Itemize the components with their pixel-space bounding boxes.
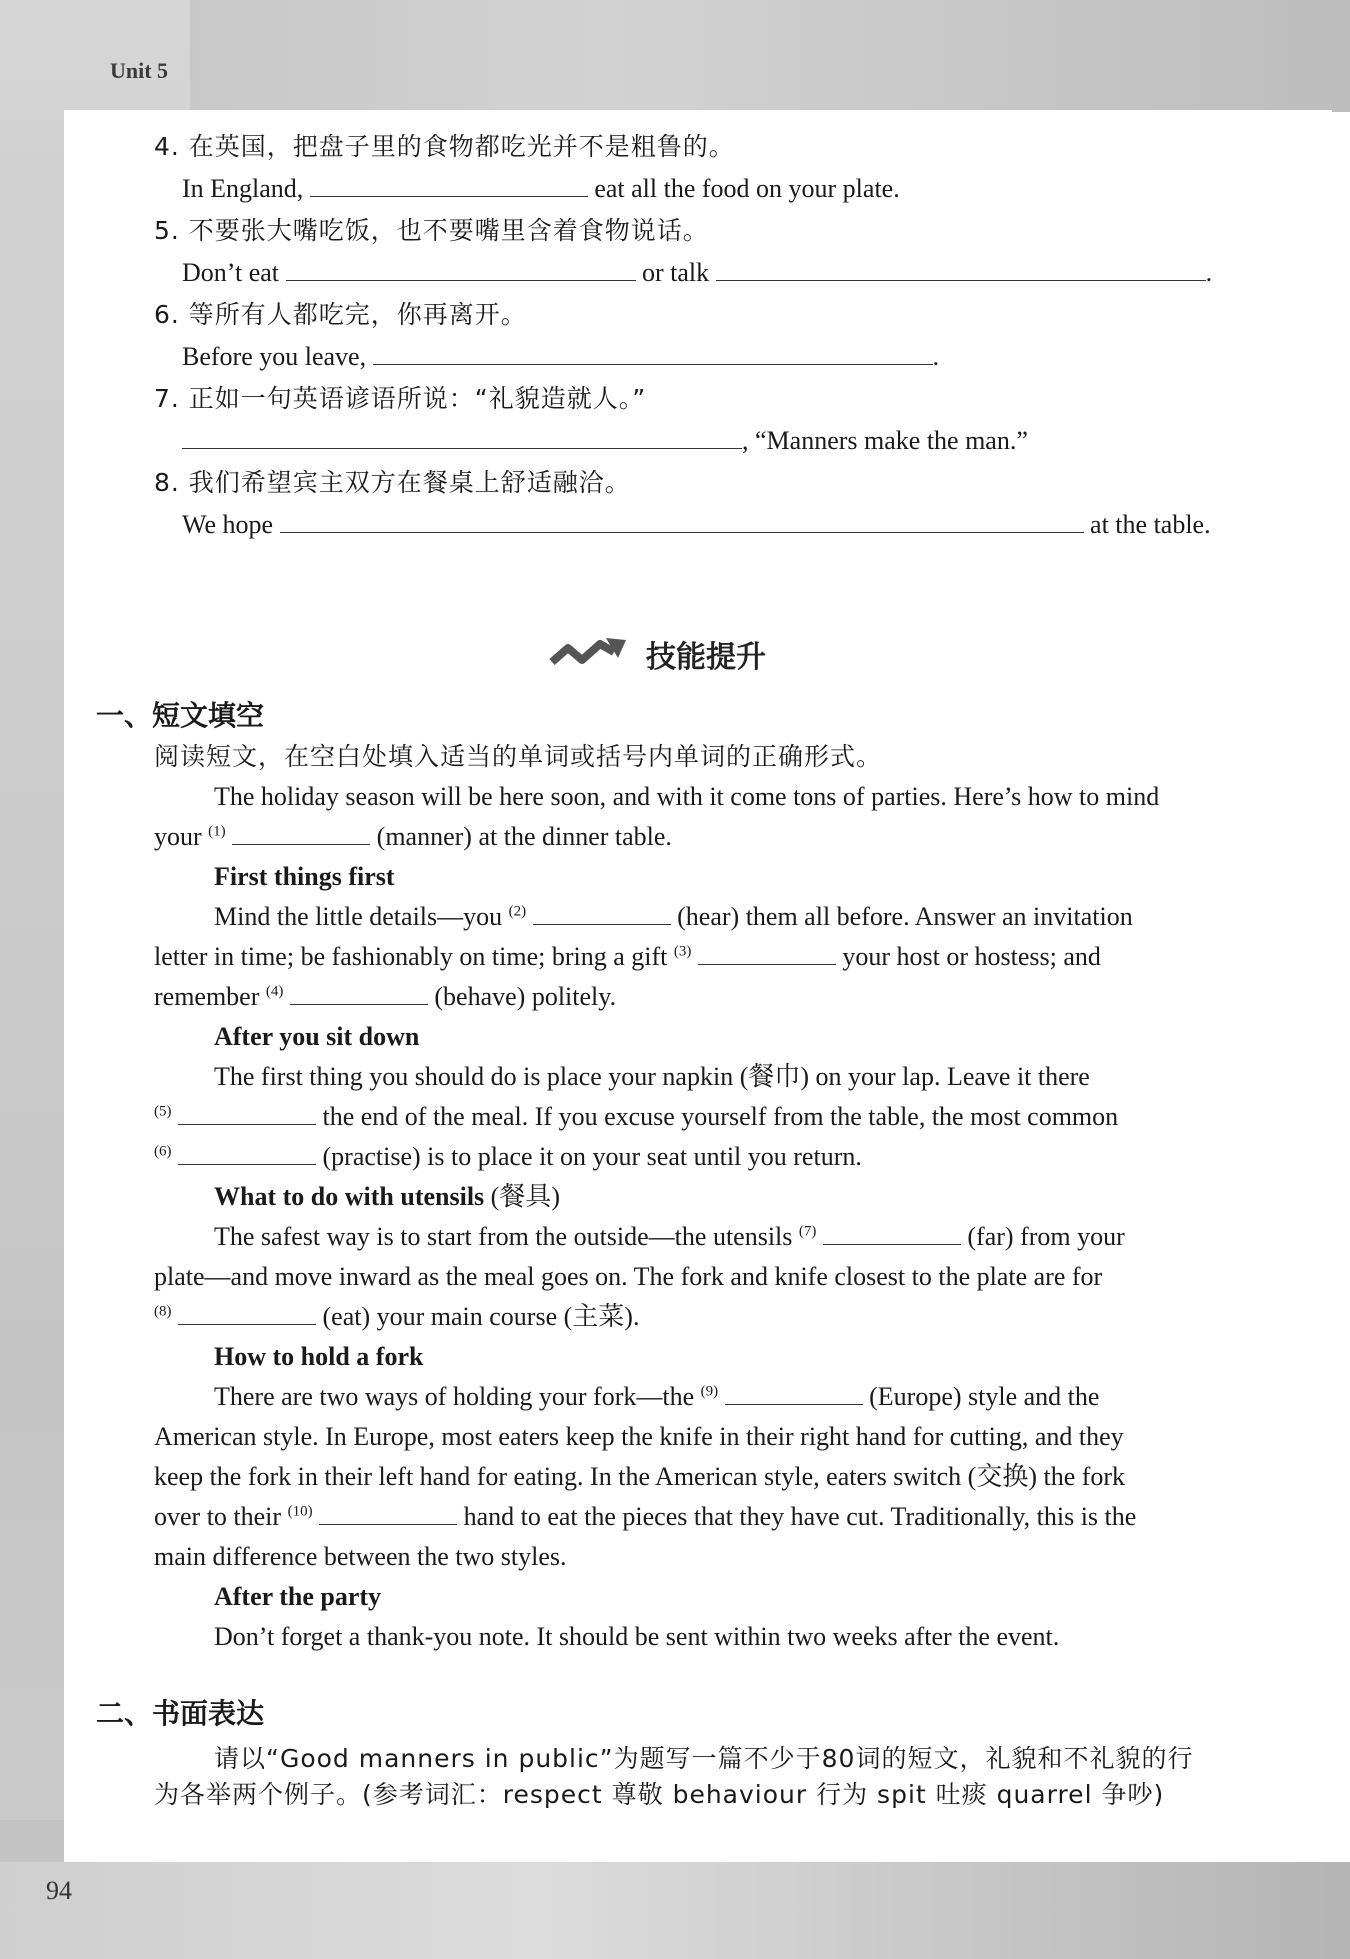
p2-line-1: The first thing you should do is place your napkin (餐巾) on your lap. Leave it there	[214, 1062, 1090, 1091]
heading-first-things: First things first	[214, 862, 395, 891]
blank-number-5: (5)	[154, 1103, 172, 1120]
blank-1[interactable]	[232, 820, 370, 845]
p1-line-3	[154, 980, 616, 1014]
p3-line-1-prefix: The safest way is to start from the outside—the utensils	[214, 1222, 793, 1251]
blank-number-2: (2)	[508, 903, 527, 920]
intro-line-2	[154, 820, 672, 854]
p4-line-4-prefix: over to their	[154, 1502, 282, 1531]
intro-line-2-prefix: your	[154, 822, 202, 851]
item-5-chinese: 5. 不要张大嘴吃饭，也不要嘴里含着食物说话。	[154, 216, 709, 245]
p1-line-3-suffix: (behave) politely.	[434, 982, 617, 1011]
item-7-english	[182, 424, 1028, 458]
blank-4[interactable]	[290, 980, 428, 1005]
intro-line-2-suffix: (manner) at the dinner table.	[376, 822, 672, 851]
p3-line-1-suffix: (far) from your	[967, 1222, 1125, 1251]
blank-number-4: (4)	[265, 983, 284, 1000]
item-5-prefix: Don’t eat	[182, 258, 279, 287]
item-5-middle: or talk	[642, 258, 710, 287]
section-2-line-2: 为各举两个例子。(参考词汇：respect 尊敬 behaviour 行为 spit 吐痰 quarrel 争吵)	[154, 1780, 1165, 1809]
skill-banner	[548, 632, 766, 676]
blank-number-1: (1)	[208, 823, 226, 840]
blank-number-7: (7)	[798, 1223, 817, 1240]
p3-line-1	[214, 1220, 1125, 1254]
p4-line-5: main difference between the two styles.	[154, 1542, 567, 1571]
p4-line-4-suffix: hand to eat the pieces that they have cut. Traditionally, this is the	[463, 1502, 1137, 1531]
blank-number-8: (8)	[154, 1303, 172, 1320]
trend-arrow-icon	[548, 636, 628, 672]
section-1-title: 一、短文填空	[96, 699, 265, 732]
blank-number-9: (9)	[700, 1383, 719, 1400]
blank-number-10: (10)	[287, 1503, 313, 1520]
blank-3[interactable]	[698, 940, 836, 965]
heading-utensils-gloss: (餐具)	[490, 1182, 560, 1211]
item-7-blank[interactable]	[182, 424, 742, 449]
skill-banner-title: 技能提升	[646, 640, 766, 675]
p1-line-1-suffix: (hear) them all before. Answer an invitation	[677, 902, 1133, 931]
p4-line-1	[214, 1380, 1099, 1414]
blank-number-6: (6)	[154, 1143, 172, 1160]
blank-8[interactable]	[178, 1300, 316, 1325]
heading-utensils	[214, 1180, 560, 1214]
heading-after-party: After the party	[214, 1582, 382, 1611]
blank-10[interactable]	[319, 1500, 457, 1525]
item-6-blank[interactable]	[373, 340, 933, 365]
blank-7[interactable]	[823, 1220, 961, 1245]
p3-line-3-text: (eat) your main course (主菜).	[322, 1302, 640, 1331]
item-7-chinese: 7. 正如一句英语谚语所说：“礼貌造就人。”	[154, 384, 647, 413]
blank-9[interactable]	[725, 1380, 863, 1405]
item-5-blank-2[interactable]	[716, 256, 1206, 281]
p1-line-1-prefix: Mind the little details—you	[214, 902, 503, 931]
p1-line-1	[214, 900, 1133, 934]
p1-line-2	[154, 940, 1101, 974]
unit-label: Unit 5	[110, 58, 169, 83]
heading-after-sit-down: After you sit down	[214, 1022, 420, 1051]
p4-line-2: American style. In Europe, most eaters keep the knife in their right hand for cutting, and they	[154, 1422, 1124, 1451]
intro-line-1: The holiday season will be here soon, and with it come tons of parties. Here’s how to mind	[214, 782, 1160, 811]
p3-line-3	[154, 1300, 639, 1334]
item-8-blank[interactable]	[280, 508, 1084, 533]
item-6-period: .	[932, 342, 940, 371]
p2-line-3	[154, 1140, 862, 1174]
item-5-blank-1[interactable]	[286, 256, 636, 281]
item-4-blank[interactable]	[310, 172, 588, 197]
page-number: 94	[46, 1876, 72, 1905]
p1-line-2-suffix: your host or hostess; and	[842, 942, 1101, 971]
item-5-period: .	[1205, 258, 1213, 287]
item-6-prefix: Before you leave,	[182, 342, 367, 371]
item-8-prefix: We hope	[182, 510, 274, 539]
section-2-title: 二、书面表达	[96, 1697, 265, 1730]
p2-line-2	[154, 1100, 1118, 1134]
item-6-chinese: 6. 等所有人都吃完，你再离开。	[154, 300, 527, 329]
item-6-english	[182, 340, 939, 374]
heading-hold-fork: How to hold a fork	[214, 1342, 424, 1371]
bottom-band	[0, 1862, 1350, 1959]
p4-line-4	[154, 1500, 1136, 1534]
item-4-chinese: 4. 在英国，把盘子里的食物都吃光并不是粗鲁的。	[154, 132, 735, 161]
section-2-line-1: 请以“Good manners in public”为题写一篇不少于80词的短文，礼貌和不礼貌的行	[214, 1744, 1194, 1773]
blank-5[interactable]	[178, 1100, 316, 1125]
blank-number-3: (3)	[673, 943, 692, 960]
p1-line-2-prefix: letter in time; be fashionably on time; bring a gift	[154, 942, 668, 971]
item-5-english	[182, 256, 1212, 290]
p4-line-3: keep the fork in their left hand for eating. In the American style, eaters switch (交换) the fork	[154, 1462, 1126, 1491]
blank-2[interactable]	[533, 900, 671, 925]
item-4-prefix: In England,	[182, 174, 304, 203]
item-8-english	[182, 508, 1211, 542]
blank-6[interactable]	[178, 1140, 316, 1165]
item-8-chinese: 8. 我们希望宾主双方在餐桌上舒适融洽。	[154, 468, 631, 497]
p2-line-2-text: the end of the meal. If you excuse yourself from the table, the most common	[322, 1102, 1119, 1131]
p2-line-3-text: (practise) is to place it on your seat until you return.	[322, 1142, 862, 1171]
item-4-english	[182, 172, 900, 206]
item-4-suffix: eat all the food on your plate.	[594, 174, 900, 203]
p5-line-1: Don’t forget a thank-you note. It should be sent within two weeks after the event.	[214, 1622, 1060, 1651]
section-1-instruction: 阅读短文，在空白处填入适当的单词或括号内单词的正确形式。	[154, 742, 883, 771]
p1-line-3-prefix: remember	[154, 982, 260, 1011]
top-band	[0, 0, 1350, 112]
p3-line-2: plate—and move inward as the meal goes on. The fork and knife closest to the plate are for	[154, 1262, 1103, 1291]
heading-utensils-text: What to do with utensils	[214, 1182, 485, 1211]
item-8-suffix: at the table.	[1090, 510, 1211, 539]
p4-line-1-prefix: There are two ways of holding your fork—the	[214, 1382, 695, 1411]
item-7-suffix: , “Manners make the man.”	[742, 426, 1028, 455]
p4-line-1-suffix: (Europe) style and the	[869, 1382, 1100, 1411]
